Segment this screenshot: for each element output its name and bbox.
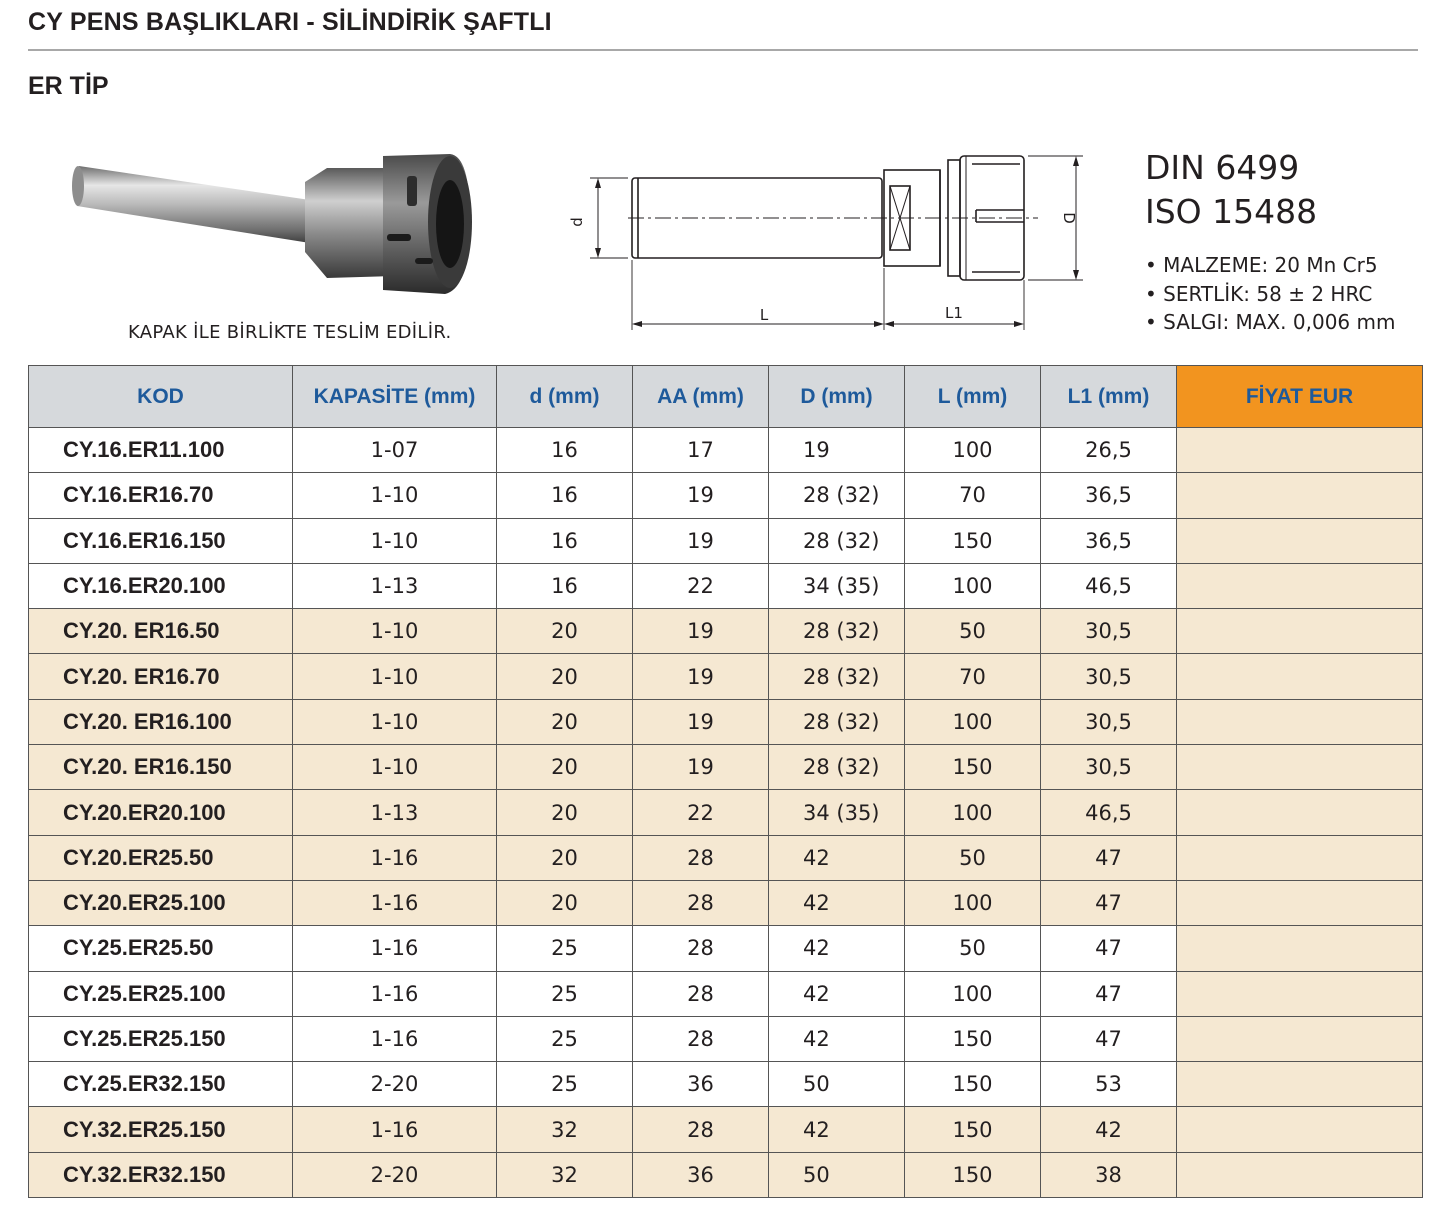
cell-kod: CY.20. ER16.50 (29, 609, 293, 654)
cell-big-d: 19 (769, 428, 905, 473)
cell-kapasite: 1-16 (293, 880, 497, 925)
cell-d: 32 (497, 1107, 633, 1152)
table-row (29, 428, 1423, 473)
cell-kapasite: 1-07 (293, 428, 497, 473)
cell-l1: 42 (1041, 1107, 1177, 1152)
cell-d: 20 (497, 699, 633, 744)
cell-l1: 46,5 (1041, 790, 1177, 835)
cell-kod: CY.25.ER32.150 (29, 1062, 293, 1107)
cell-aa: 36 (633, 1152, 769, 1197)
cell-l: 100 (905, 428, 1041, 473)
spec-list (1145, 251, 1395, 337)
cell-kod: CY.16.ER16.70 (29, 473, 293, 518)
cell-d: 25 (497, 926, 633, 971)
section-subtitle: ER TİP (28, 72, 109, 100)
table-row (29, 563, 1423, 608)
page-title: CY PENS BAŞLIKLARI - SİLİNDİRİK ŞAFTLI (28, 8, 552, 36)
cell-d: 25 (497, 1062, 633, 1107)
cell-aa: 28 (633, 880, 769, 925)
cell-l1: 36,5 (1041, 518, 1177, 563)
cell-fiyat (1177, 609, 1423, 654)
standard-din: DIN 6499 (1145, 148, 1300, 187)
cell-fiyat (1177, 428, 1423, 473)
cell-big-d: 28 (32) (769, 745, 905, 790)
cell-aa: 19 (633, 518, 769, 563)
cell-kod: CY.20.ER25.100 (29, 880, 293, 925)
cell-kapasite: 1-13 (293, 563, 497, 608)
table-row (29, 790, 1423, 835)
cell-d: 16 (497, 473, 633, 518)
cell-kapasite: 1-16 (293, 835, 497, 880)
cell-kod: CY.16.ER16.150 (29, 518, 293, 563)
cell-kod: CY.32.ER25.150 (29, 1107, 293, 1152)
product-photo (65, 148, 490, 298)
cell-l1: 30,5 (1041, 654, 1177, 699)
cell-l: 100 (905, 971, 1041, 1016)
table-row (29, 835, 1423, 880)
table-row (29, 926, 1423, 971)
header-kapasite: KAPASİTE (mm) (293, 366, 497, 428)
table-row (29, 518, 1423, 563)
cell-l: 100 (905, 563, 1041, 608)
cell-l: 50 (905, 835, 1041, 880)
header-fiyat: FİYAT EUR (1177, 366, 1423, 428)
cell-kod: CY.32.ER32.150 (29, 1152, 293, 1197)
cell-l: 100 (905, 790, 1041, 835)
cell-big-d: 42 (769, 926, 905, 971)
cell-d: 20 (497, 654, 633, 699)
cell-fiyat (1177, 1062, 1423, 1107)
cell-fiyat (1177, 880, 1423, 925)
cell-l1: 26,5 (1041, 428, 1177, 473)
cell-fiyat (1177, 1016, 1423, 1061)
cell-l: 150 (905, 1107, 1041, 1152)
cell-big-d: 50 (769, 1152, 905, 1197)
cell-kapasite: 1-16 (293, 926, 497, 971)
cell-l: 150 (905, 518, 1041, 563)
cell-l1: 38 (1041, 1152, 1177, 1197)
cell-d: 20 (497, 835, 633, 880)
cell-d: 16 (497, 563, 633, 608)
cell-fiyat (1177, 971, 1423, 1016)
cell-big-d: 42 (769, 1016, 905, 1061)
cell-big-d: 28 (32) (769, 473, 905, 518)
cell-kapasite: 1-13 (293, 790, 497, 835)
table-row (29, 609, 1423, 654)
cell-fiyat (1177, 473, 1423, 518)
table-row (29, 473, 1423, 518)
cell-kod: CY.20. ER16.70 (29, 654, 293, 699)
cell-fiyat (1177, 518, 1423, 563)
table-row (29, 654, 1423, 699)
cell-d: 20 (497, 790, 633, 835)
cell-l: 100 (905, 880, 1041, 925)
cell-d: 20 (497, 745, 633, 790)
cell-l1: 47 (1041, 926, 1177, 971)
spec-hardness: • SERTLİK: 58 ± 2 HRC (1145, 281, 1373, 306)
cell-fiyat (1177, 1152, 1423, 1197)
table-row (29, 1107, 1423, 1152)
cell-kapasite: 1-10 (293, 745, 497, 790)
cell-kod: CY.16.ER20.100 (29, 563, 293, 608)
cell-kod: CY.20. ER16.100 (29, 699, 293, 744)
cell-fiyat (1177, 835, 1423, 880)
cell-kod: CY.16.ER11.100 (29, 428, 293, 473)
cell-l: 50 (905, 609, 1041, 654)
cell-aa: 22 (633, 790, 769, 835)
cell-l1: 46,5 (1041, 563, 1177, 608)
cell-aa: 36 (633, 1062, 769, 1107)
cell-aa: 19 (633, 473, 769, 518)
cell-d: 32 (497, 1152, 633, 1197)
cell-aa: 17 (633, 428, 769, 473)
cell-l1: 30,5 (1041, 609, 1177, 654)
cell-l1: 47 (1041, 1016, 1177, 1061)
cell-l1: 53 (1041, 1062, 1177, 1107)
header-kod: KOD (29, 366, 293, 428)
cell-kapasite: 1-16 (293, 1107, 497, 1152)
title-divider (28, 49, 1418, 51)
cell-d: 16 (497, 428, 633, 473)
cell-aa: 28 (633, 1107, 769, 1152)
cell-fiyat (1177, 699, 1423, 744)
cell-l: 70 (905, 473, 1041, 518)
table-header-row (29, 366, 1423, 428)
cell-fiyat (1177, 790, 1423, 835)
header-d: d (mm) (497, 366, 633, 428)
cell-big-d: 28 (32) (769, 609, 905, 654)
delivery-note: KAPAK İLE BİRLİKTE TESLİM EDİLİR. (128, 322, 452, 343)
standard-iso: ISO 15488 (1145, 192, 1318, 231)
cell-big-d: 28 (32) (769, 654, 905, 699)
cell-kapasite: 1-10 (293, 518, 497, 563)
cell-kapasite: 1-10 (293, 654, 497, 699)
cell-aa: 22 (633, 563, 769, 608)
product-table (28, 365, 1423, 1198)
cell-aa: 28 (633, 1016, 769, 1061)
table-row (29, 1152, 1423, 1197)
cell-kapasite: 1-10 (293, 699, 497, 744)
cell-fiyat (1177, 654, 1423, 699)
cell-fiyat (1177, 926, 1423, 971)
cell-kapasite: 2-20 (293, 1152, 497, 1197)
table-row (29, 745, 1423, 790)
table-row (29, 971, 1423, 1016)
cell-l1: 30,5 (1041, 699, 1177, 744)
cell-big-d: 34 (35) (769, 563, 905, 608)
cell-l1: 30,5 (1041, 745, 1177, 790)
cell-d: 16 (497, 518, 633, 563)
cell-big-d: 34 (35) (769, 790, 905, 835)
cell-d: 20 (497, 880, 633, 925)
cell-aa: 28 (633, 971, 769, 1016)
cell-l1: 47 (1041, 835, 1177, 880)
cell-l: 150 (905, 1062, 1041, 1107)
cell-kapasite: 1-16 (293, 1016, 497, 1061)
cell-kapasite: 1-10 (293, 473, 497, 518)
cell-kapasite: 1-10 (293, 609, 497, 654)
cell-big-d: 28 (32) (769, 699, 905, 744)
cell-big-d: 42 (769, 971, 905, 1016)
cell-kod: CY.25.ER25.50 (29, 926, 293, 971)
cell-aa: 28 (633, 926, 769, 971)
cell-fiyat (1177, 745, 1423, 790)
spec-runout: • SALGI: MAX. 0,006 mm (1145, 310, 1396, 334)
table-row (29, 1062, 1423, 1107)
cell-kod: CY.25.ER25.150 (29, 1016, 293, 1061)
drawing-label-d: d (568, 217, 586, 227)
cell-aa: 19 (633, 745, 769, 790)
spec-material: • MALZEME: 20 Mn Cr5 (1145, 253, 1378, 277)
cell-d: 25 (497, 971, 633, 1016)
cell-l: 150 (905, 745, 1041, 790)
cell-aa: 19 (633, 699, 769, 744)
cell-big-d: 28 (32) (769, 518, 905, 563)
cell-l: 70 (905, 654, 1041, 699)
cell-big-d: 42 (769, 835, 905, 880)
cell-d: 25 (497, 1016, 633, 1061)
cell-l: 50 (905, 926, 1041, 971)
cell-big-d: 42 (769, 880, 905, 925)
cell-kapasite: 2-20 (293, 1062, 497, 1107)
header-big-d: D (mm) (769, 366, 905, 428)
cell-kapasite: 1-16 (293, 971, 497, 1016)
standards-block (1145, 146, 1317, 234)
table-row (29, 880, 1423, 925)
cell-fiyat (1177, 1107, 1423, 1152)
cell-l: 100 (905, 699, 1041, 744)
cell-d: 20 (497, 609, 633, 654)
drawing-label-D: D (1060, 212, 1078, 224)
technical-drawing (568, 148, 1088, 338)
cell-kod: CY.20.ER25.50 (29, 835, 293, 880)
cell-l1: 47 (1041, 971, 1177, 1016)
cell-big-d: 42 (769, 1107, 905, 1152)
cell-kod: CY.20.ER20.100 (29, 790, 293, 835)
cell-aa: 19 (633, 654, 769, 699)
header-l1: L1 (mm) (1041, 366, 1177, 428)
table-row (29, 1016, 1423, 1061)
cell-l: 150 (905, 1016, 1041, 1061)
cell-kod: CY.25.ER25.100 (29, 971, 293, 1016)
drawing-label-L: L (759, 306, 769, 324)
cell-l: 150 (905, 1152, 1041, 1197)
cell-l1: 47 (1041, 880, 1177, 925)
cell-kod: CY.20. ER16.150 (29, 745, 293, 790)
header-l: L (mm) (905, 366, 1041, 428)
drawing-label-L1: L1 (945, 304, 963, 322)
cell-aa: 28 (633, 835, 769, 880)
cell-big-d: 50 (769, 1062, 905, 1107)
cell-fiyat (1177, 563, 1423, 608)
table-row (29, 699, 1423, 744)
cell-aa: 19 (633, 609, 769, 654)
header-aa: AA (mm) (633, 366, 769, 428)
cell-l1: 36,5 (1041, 473, 1177, 518)
